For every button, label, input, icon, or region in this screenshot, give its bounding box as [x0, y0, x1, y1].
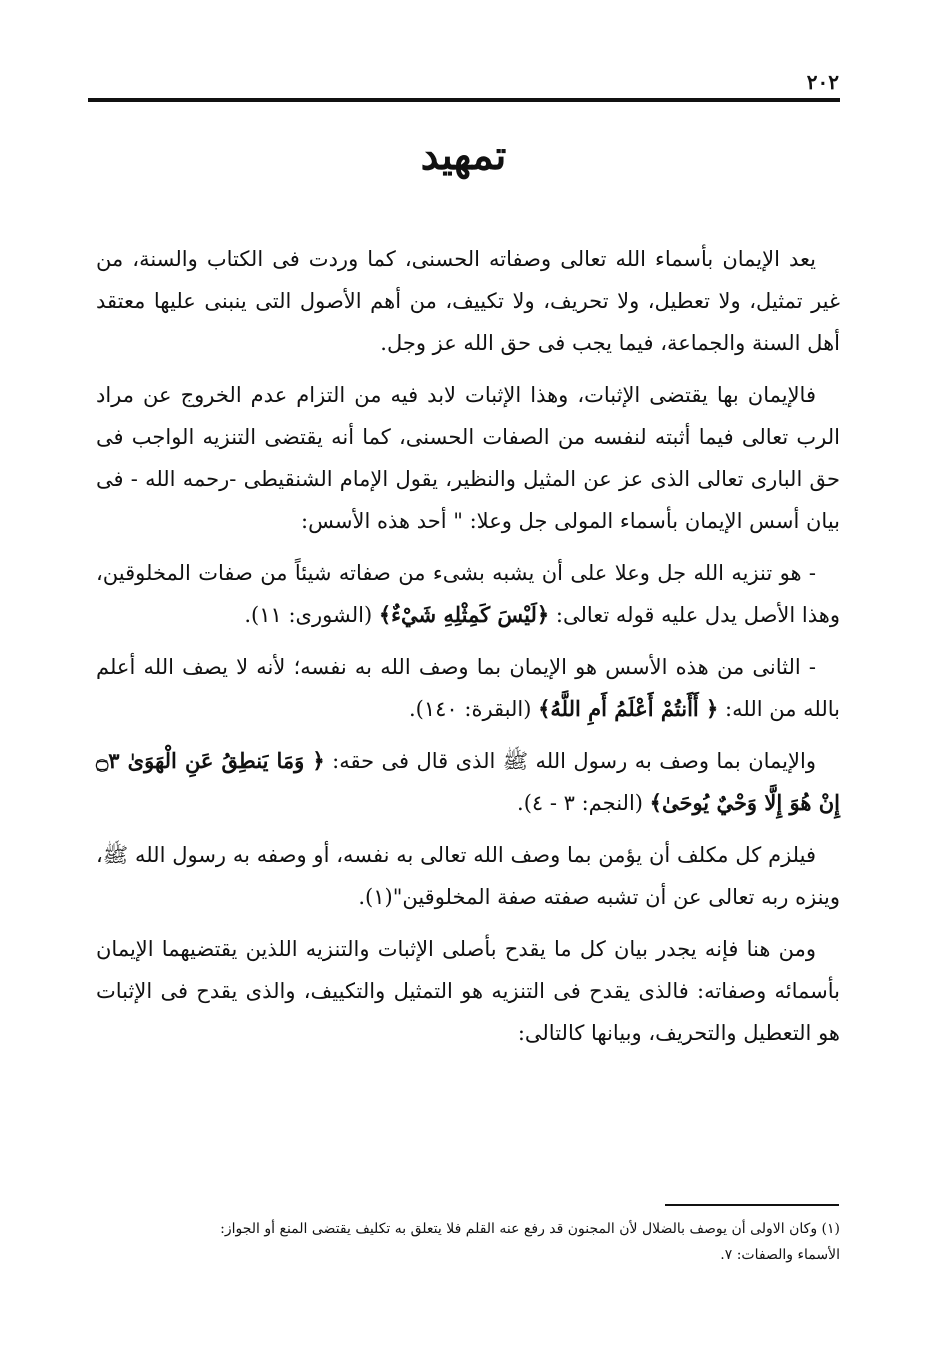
page-number: ٢٠٢ — [806, 70, 839, 94]
paragraph-6: فيلزم كل مكلف أن يؤمن بما وصف الله تعالى به نفسه، أو وصفه به رسول الله ﷺ، وينزه ربه تعالى عن أن تشبه صفته صفة المخلوقين"(١). — [96, 843, 840, 909]
footnote-rule — [665, 1204, 839, 1206]
paragraph-3-text: - هو تنزيه الله جل وعلا على أن يشبه بشىء من صفاته شيئاً من صفات المخلوقين، وهذا الأصل يدل عليه قوله تعالى: — [96, 561, 840, 627]
footnote-line-1: (١) وكان الاولى أن يوصف بالضلال لأن المجنون قد رفع عنه القلم فلا يتعلق به تكليف يقتضى المنع أو الجواز: — [220, 1221, 840, 1237]
quran-verse: ﴿ أَأَنتُمْ أَعْلَمُ أَمِ اللَّهُ﴾ — [538, 696, 719, 721]
paragraph-5-text: والإيمان بما وصف به رسول الله ﷺ الذى قال فى حقه: — [324, 749, 816, 773]
paragraph-4-text: - الثانى من هذه الأسس هو الإيمان بما وصف الله به نفسه؛ لأنه لا يصف الله أعلم بالله من الله: — [96, 655, 840, 721]
paragraph-3 — [96, 552, 840, 636]
footnote-line-2: الأسماء والصفات: ٧. — [720, 1247, 840, 1263]
quran-verse: ﴿ وَمَا يَنطِقُ عَنِ الْهَوَىٰ ۝٣ إِنْ هُوَ إِلَّا وَحْيٌ يُوحَىٰ﴾ — [96, 748, 840, 815]
paragraph-7: ومن هنا فإنه يجدر بيان كل ما يقدح بأصلى الإثبات والتنزيه اللذين يقتضيهما الإيمان بأسمائه وصفاته: فالذى يقدح فى التنزيه هو التمثيل والتكييف، والذى يقدح فى الإثبات هو التعطيل والتحريف، وبيانها كالتالى: — [96, 937, 840, 1045]
header-rule — [88, 98, 840, 102]
paragraph-2: فالإيمان بها يقتضى الإثبات، وهذا الإثبات لابد فيه من التزام عدم الخروج عن مراد الرب تعالى فيما أثبته لنفسه من الصفات الحسنى، كما أنه يقتضى التنزيه الواجب فى حق البارى تعالى الذى عز عن المثيل والنظير، يقول الإمام الشنقيطى -رحمه الله - فى بيان أسس الإيمان بأسماء المولى جل وعلا: " أحد هذه الأسس: — [96, 383, 840, 533]
paragraph-1: يعد الإيمان بأسماء الله تعالى وصفاته الحسنى، كما وردت فى الكتاب والسنة، من غير تمثيل، ولا تعطيل، ولا تحريف، ولا تكييف، من أهم الأصول التى ينبنى عليها معتقد أهل السنة والجماعة، فيما يجب فى حق الله عز وجل. — [96, 247, 840, 355]
verse-reference: (الشورى: ١١). — [244, 603, 379, 627]
paragraph-5 — [96, 740, 840, 824]
chapter-title: تمهيد — [420, 132, 507, 179]
paragraph-4 — [96, 646, 840, 730]
verse-reference: (النجم: ٣ - ٤). — [517, 791, 650, 815]
verse-reference: (البقرة: ١٤٠). — [408, 697, 539, 721]
body-text — [96, 238, 840, 1064]
quran-verse: ﴿لَيْسَ كَمِثْلِهِ شَيْءٌ﴾ — [378, 602, 550, 627]
footnote — [96, 1216, 840, 1268]
